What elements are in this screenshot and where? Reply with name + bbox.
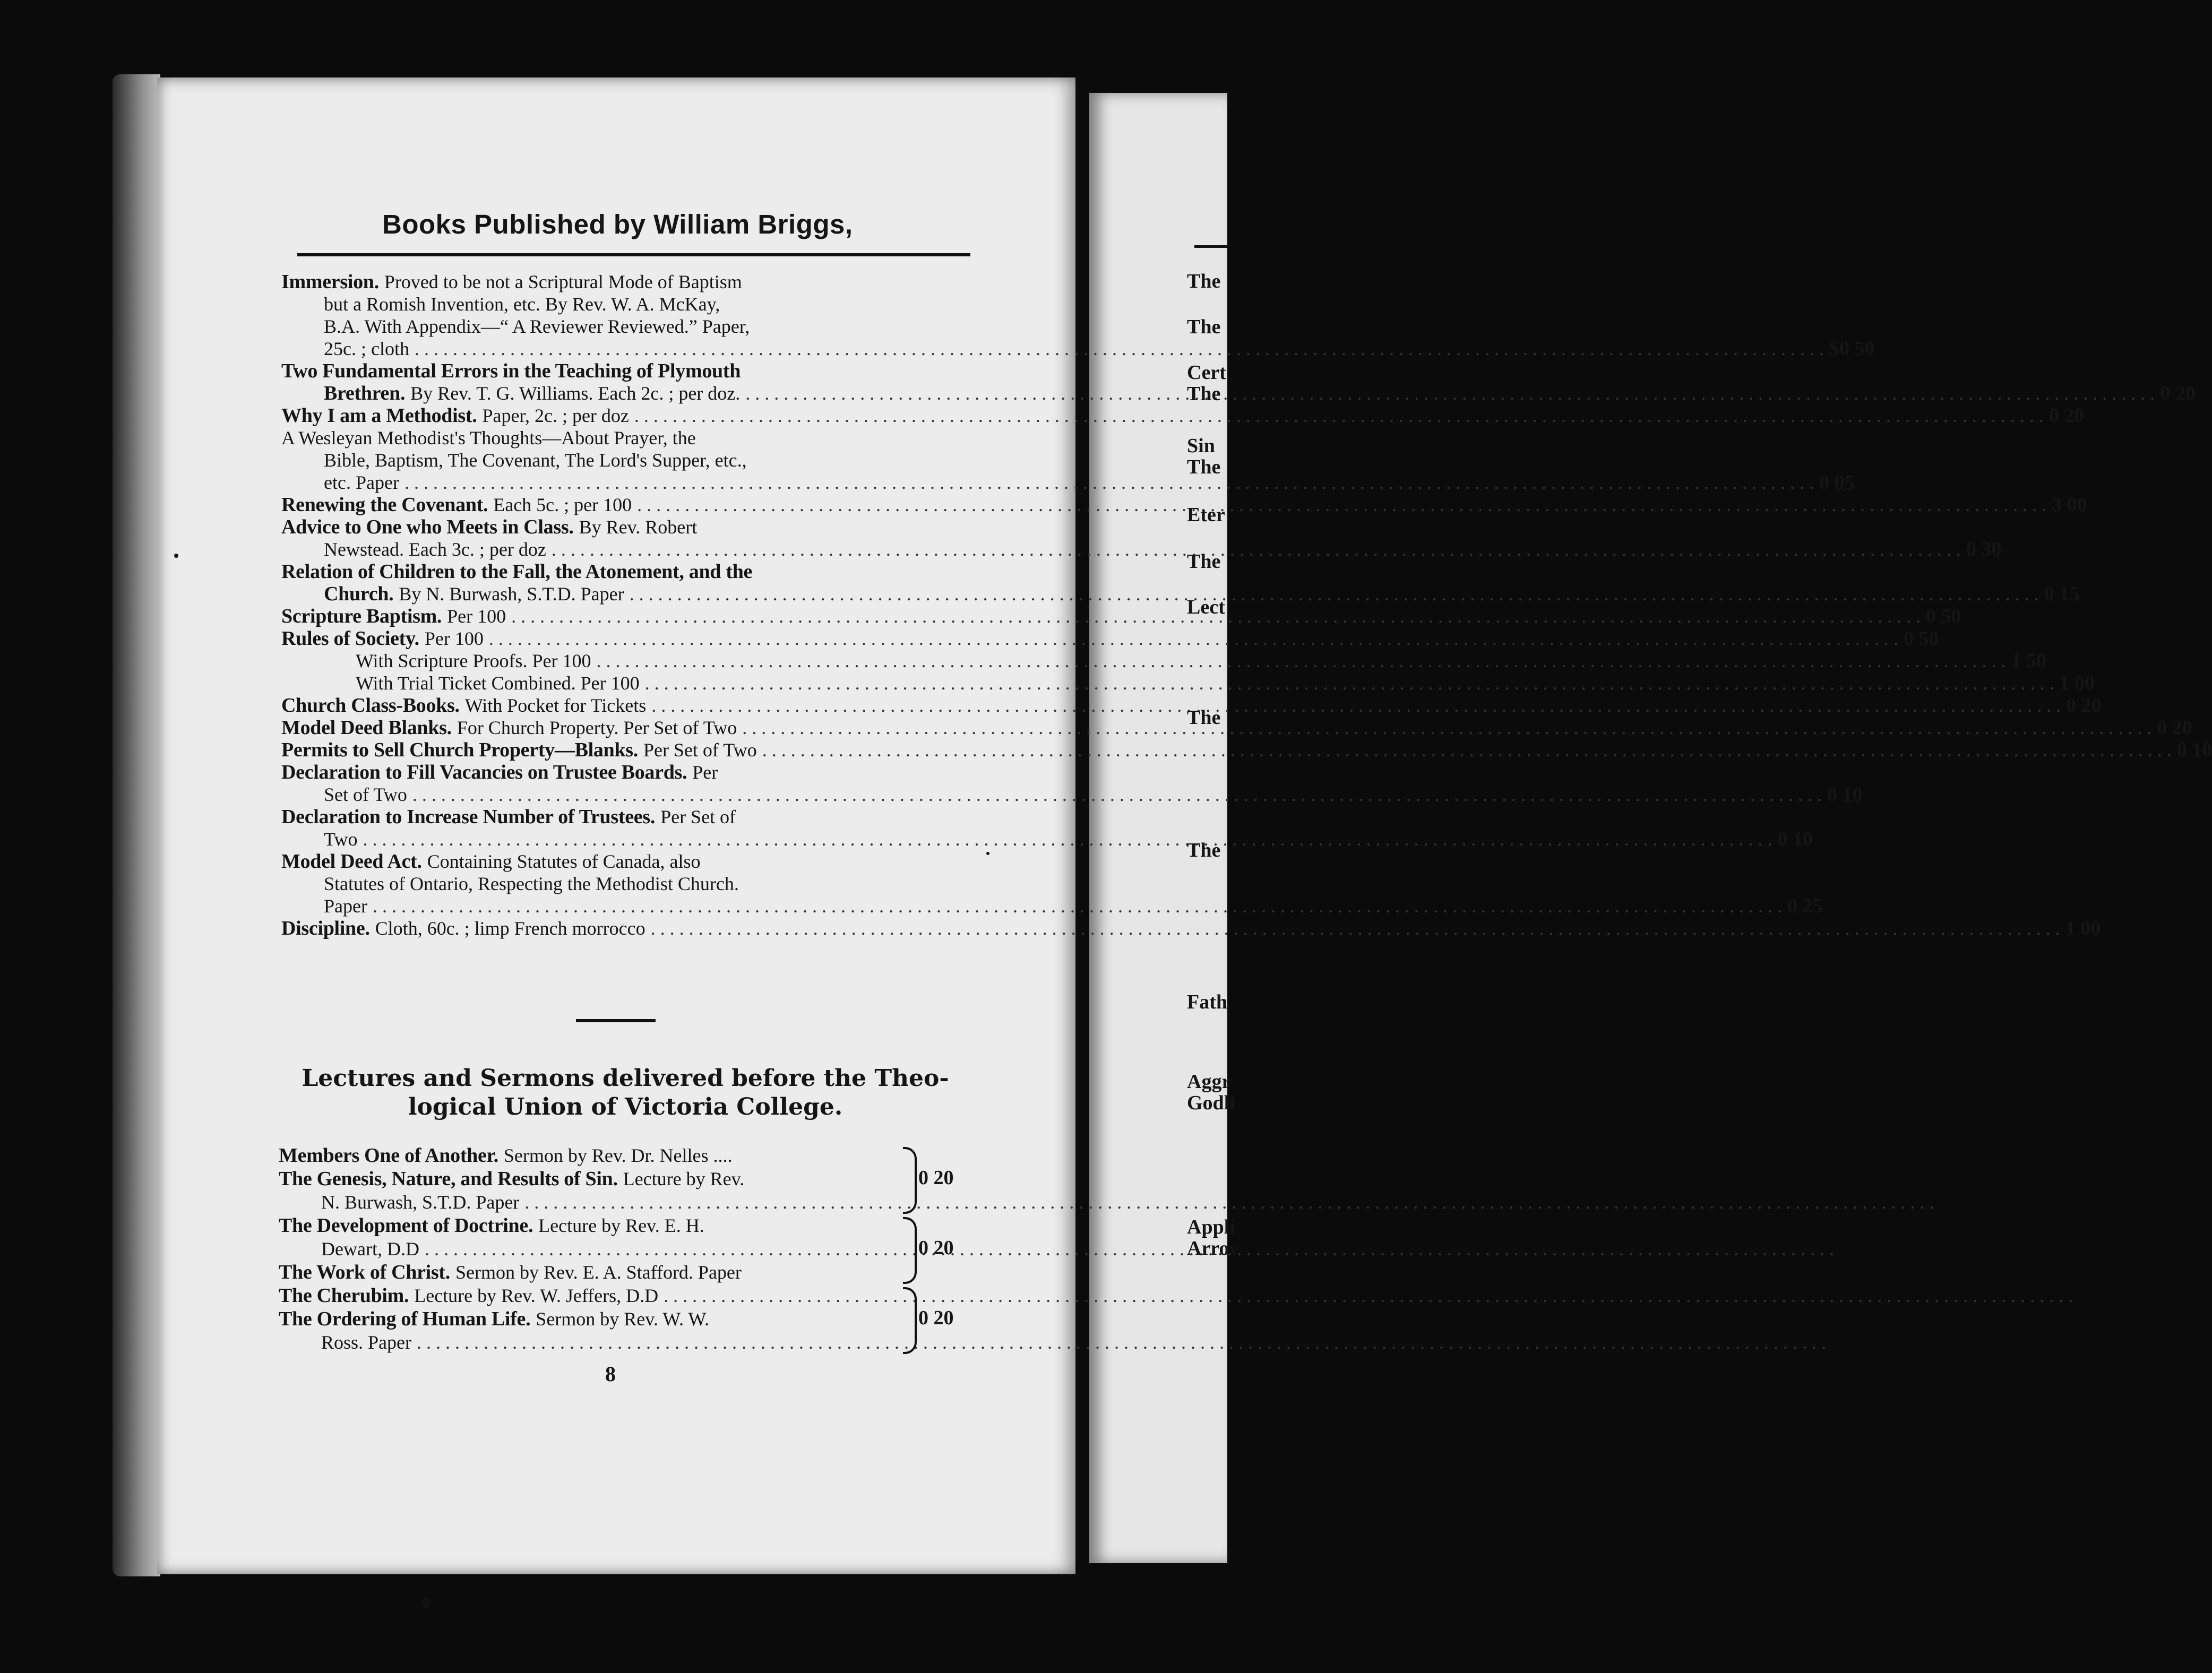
entry-description: By Rev. Robert — [579, 516, 698, 538]
entry-price: 0 15 — [2044, 583, 2080, 605]
lectures-price-list — [279, 1144, 969, 1354]
entry-title: Immersion. — [281, 271, 379, 293]
entry-line — [281, 850, 982, 873]
right-page-header-rule — [1194, 245, 1227, 248]
right-page-word-fragment: Arrov — [1187, 1237, 1240, 1260]
dot-leader — [762, 739, 2172, 761]
dot-leader — [651, 694, 2061, 717]
lecture-title: The Ordering of Human Life. — [279, 1308, 531, 1330]
right-page-word-fragment: Cert — [1187, 361, 1226, 384]
entry-line — [281, 627, 1939, 650]
lecture-title: The Development of Doctrine. — [279, 1214, 533, 1237]
group-brace — [903, 1217, 917, 1284]
entry-description: Per — [692, 762, 718, 783]
entry-line — [281, 293, 982, 315]
entry-price: 1 50 — [2011, 650, 2046, 672]
entry-sub-item: With Scripture Proofs. Per 100 — [356, 650, 591, 671]
entry-description: Newstead. Each 3c. ; per doz — [324, 539, 546, 560]
entry-description: By N. Burwash, S.T.D. Paper — [399, 583, 624, 605]
right-page-word-fragment: The — [1187, 383, 1221, 405]
entry-price: 0 20 — [2157, 717, 2192, 739]
lecture-line — [279, 1167, 889, 1191]
lecture-description: Sermon by Rev. E. A. Stafford. Paper — [455, 1262, 742, 1283]
entry-line — [281, 761, 982, 783]
dot-leader — [634, 404, 2044, 427]
entry-description: Paper, 2c. ; per doz — [482, 405, 629, 426]
entry-line — [281, 917, 2101, 939]
lecture-group — [279, 1144, 969, 1214]
entry-description: 25c. ; cloth — [324, 338, 409, 359]
entry-price: 0 20 — [2160, 382, 2196, 404]
entry-price: 0 20 — [2049, 404, 2085, 427]
lecture-line — [279, 1144, 889, 1167]
lecture-title: The Genesis, Nature, and Results of Sin. — [279, 1168, 618, 1190]
dot-leader — [415, 338, 1824, 360]
header-rule — [297, 253, 970, 256]
entry-line — [281, 315, 982, 338]
print-speck — [986, 852, 989, 855]
lecture-line — [279, 1331, 889, 1354]
entry-line — [281, 471, 1855, 494]
entry-title: Two Fundamental Errors in the Teaching of Plymouth — [281, 360, 741, 382]
dot-leader — [417, 1331, 1826, 1354]
dot-leader — [630, 583, 2039, 605]
entry-line — [281, 538, 2002, 560]
entry-description: B.A. With Appendix—“ A Reviewer Reviewed.” Paper, — [324, 316, 750, 337]
entry-price: 0 05 — [1819, 471, 1855, 494]
entry-description: Each 5c. ; per 100 — [493, 494, 632, 515]
lectures-section-title: Lectures and Sermons delivered before the Theo- logical Union of Victoria College. — [302, 1065, 949, 1120]
entry-price: 0 30 — [1966, 538, 2002, 560]
entry-description: A Wesleyan Methodist's Thoughts—About Prayer, the — [281, 427, 696, 449]
entry-description: Set of Two — [324, 784, 407, 805]
entry-description: Per Set of — [660, 806, 736, 827]
dot-leader — [745, 382, 2155, 404]
entry-title: Permits to Sell Church Property—Blanks. — [281, 739, 638, 761]
lecture-line — [279, 1191, 889, 1214]
right-page-word-fragment: Appli — [1187, 1216, 1235, 1238]
entry-title: Scripture Baptism. — [281, 605, 442, 627]
lecture-description: Sermon by Rev. Dr. Nelles .... — [503, 1145, 733, 1166]
entry-line — [281, 783, 1863, 806]
lecture-group-price: 0 20 — [918, 1237, 954, 1259]
lecture-description: Ross. Paper — [321, 1332, 411, 1353]
lecture-group-price: 0 20 — [918, 1167, 954, 1189]
entry-title: Church Class-Books. — [281, 694, 460, 717]
entry-price: $0 50 — [1829, 338, 1875, 360]
lecture-group-price: 0 20 — [918, 1307, 954, 1329]
lecture-line — [279, 1261, 889, 1284]
entry-line — [281, 672, 2095, 694]
entry-line — [281, 873, 982, 895]
book-binding-edge — [113, 74, 160, 1576]
right-page-word-fragment: The — [1187, 550, 1221, 573]
entry-price: 0 10 — [1827, 783, 1863, 806]
entry-line — [281, 560, 982, 583]
entry-line — [281, 360, 982, 382]
right-page-word-fragment: The — [1187, 456, 1221, 478]
book-entry — [281, 516, 2002, 560]
dot-leader — [425, 1237, 1834, 1261]
book-entry — [281, 560, 2080, 605]
book-entry — [281, 694, 2102, 717]
entry-title: Declaration to Increase Number of Trustees. — [281, 806, 656, 828]
book-entry — [281, 627, 2095, 694]
entry-title: Brethren. — [324, 382, 406, 404]
dot-leader — [489, 627, 1898, 650]
entry-description: By Rev. T. G. Williams. Each 2c. ; per doz. — [410, 383, 741, 404]
print-speck — [422, 1598, 431, 1608]
entry-title: Discipline. — [281, 917, 370, 939]
right-page-word-fragment: Aggr — [1187, 1071, 1231, 1093]
book-entry — [281, 404, 2085, 427]
right-page-word-fragment: The — [1187, 316, 1221, 338]
entry-line — [281, 583, 2080, 605]
right-page-word-fragment: Lect — [1187, 596, 1225, 618]
group-brace — [903, 1287, 917, 1354]
lecture-description: Dewart, D.D — [321, 1238, 419, 1260]
dot-leader — [597, 650, 2006, 672]
book-entry — [281, 850, 1823, 917]
lecture-description: Sermon by Rev. W. W. — [536, 1308, 709, 1330]
lecture-line — [279, 1214, 889, 1237]
entry-line — [281, 806, 982, 828]
lecture-line — [279, 1237, 889, 1261]
lecture-line — [279, 1284, 889, 1307]
entry-line — [281, 449, 982, 471]
entry-line — [281, 338, 1875, 360]
page-number: 8 — [605, 1362, 616, 1386]
entry-title: Church. — [324, 583, 394, 605]
lecture-description: N. Burwash, S.T.D. Paper — [321, 1192, 520, 1213]
lecture-group — [279, 1214, 969, 1284]
entry-title: Model Deed Blanks. — [281, 717, 452, 739]
entry-description: With Pocket for Tickets — [464, 695, 647, 716]
lecture-group — [279, 1284, 969, 1354]
entry-price: 1 00 — [2059, 672, 2095, 694]
entry-title: Declaration to Fill Vacancies on Trustee Boards. — [281, 761, 687, 783]
dot-leader — [651, 917, 2060, 939]
dot-leader — [637, 494, 2046, 516]
dot-leader — [373, 895, 1782, 917]
entry-description: Containing Statutes of Canada, also — [427, 851, 701, 872]
dot-leader — [552, 538, 1961, 560]
dot-leader — [524, 1191, 1934, 1214]
entry-title: Renewing the Covenant. — [281, 494, 488, 516]
entry-line — [281, 516, 982, 538]
lecture-line — [279, 1307, 889, 1331]
entry-description: Per Set of Two — [643, 739, 757, 761]
entry-line — [281, 650, 2046, 672]
dot-leader — [363, 828, 1772, 850]
entry-description: etc. Paper — [324, 472, 399, 493]
entry-description: Paper — [324, 895, 367, 917]
entry-price: 0 50 — [1903, 627, 1939, 650]
book-entry — [281, 917, 2101, 939]
entry-title: Rules of Society. — [281, 627, 419, 650]
right-page-word-fragment: Fath — [1187, 991, 1227, 1013]
entry-price: 0 10 — [2176, 739, 2212, 761]
entry-price: 0 25 — [1787, 895, 1823, 917]
book-entry — [281, 761, 1863, 806]
lecture-description: Lecture by Rev. — [623, 1168, 745, 1189]
entry-price: 0 10 — [1777, 828, 1813, 850]
entry-description: Per 100 — [424, 628, 484, 649]
entry-line — [281, 739, 2212, 761]
page-header-title: Books Published by William Briggs, — [382, 209, 853, 239]
lecture-title: The Work of Christ. — [279, 1261, 450, 1283]
group-brace — [903, 1147, 917, 1214]
entry-line — [281, 427, 982, 449]
entry-line — [281, 895, 1823, 917]
entry-title: Advice to One who Meets in Class. — [281, 516, 574, 538]
entry-line — [281, 404, 2085, 427]
lecture-description: Lecture by Rev. W. Jeffers, D.D — [414, 1285, 659, 1306]
entry-price: 1 00 — [2065, 917, 2101, 939]
dot-leader — [742, 717, 2151, 739]
entry-description: Two — [324, 829, 358, 850]
dot-leader — [404, 471, 1814, 494]
entry-description: but a Romish Invention, etc. By Rev. W. A. McKay, — [324, 294, 720, 315]
right-page-word-fragment: Godli — [1187, 1092, 1235, 1114]
right-page-word-fragment: The — [1187, 839, 1221, 861]
right-page-word-fragment: Eter — [1187, 504, 1225, 526]
lecture-description: Lecture by Rev. E. H. — [538, 1215, 704, 1236]
print-speck — [174, 554, 178, 558]
entry-price: 3 00 — [2052, 494, 2087, 516]
book-entry — [281, 739, 2212, 761]
entry-description: Bible, Baptism, The Covenant, The Lord's Supper, etc., — [324, 450, 747, 471]
right-page-word-fragment: The — [1187, 270, 1221, 292]
entry-description: Proved to be not a Scriptural Mode of Baptism — [384, 271, 742, 292]
entry-sub-item: With Trial Ticket Combined. Per 100 — [356, 672, 640, 694]
entry-price: 0 50 — [1926, 605, 1961, 627]
entry-line — [281, 694, 2102, 717]
entry-line — [281, 271, 982, 293]
entry-title: Relation of Children to the Fall, the Atonement, and the — [281, 560, 753, 583]
entry-description: Per 100 — [447, 606, 506, 627]
entry-description: For Church Property. Per Set of Two — [457, 717, 737, 738]
lecture-title: Members One of Another. — [279, 1144, 498, 1167]
entry-title: Model Deed Act. — [281, 850, 422, 873]
entry-price: 0 20 — [2066, 694, 2102, 717]
right-page-word-fragment: The — [1187, 706, 1221, 729]
entry-description: Cloth, 60c. ; limp French morrocco — [375, 918, 645, 939]
entry-title: Why I am a Methodist. — [281, 404, 477, 427]
dot-leader — [412, 783, 1822, 806]
section-divider — [576, 1019, 656, 1022]
dot-leader — [664, 1284, 2073, 1307]
dot-leader — [645, 672, 2054, 694]
lecture-title: The Cherubim. — [279, 1284, 409, 1307]
right-page-word-fragment: Sin — [1187, 435, 1215, 457]
entry-description: Statutes of Ontario, Respecting the Methodist Church. — [324, 873, 739, 894]
